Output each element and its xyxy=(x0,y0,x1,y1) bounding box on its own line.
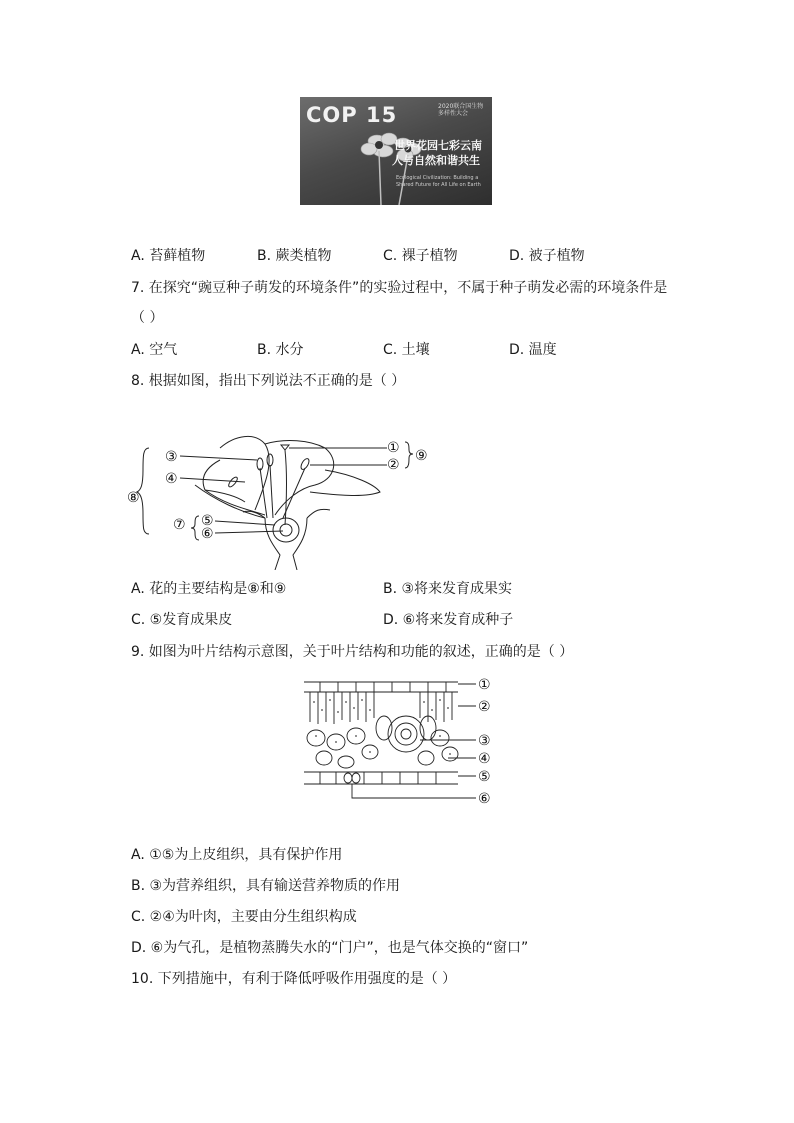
q9-option-c: C. ②④为叶肉，主要由分生组织构成 xyxy=(131,909,357,925)
leaf-label-4: ④ xyxy=(478,751,491,767)
q7-stem: 7. 在探究“豌豆种子萌发的环境条件”的实验过程中，不属于种子萌发必需的环境条件是 xyxy=(131,280,668,296)
q8-option-b: B. ③将来发育成果实 xyxy=(383,581,513,597)
leaf-label-2: ② xyxy=(478,699,491,715)
flower-label-6: ⑥ xyxy=(201,526,214,542)
q7-option-b: B. 水分 xyxy=(257,342,304,358)
flower-label-5: ⑤ xyxy=(201,513,214,529)
cop15-title: COP 15 xyxy=(306,103,398,127)
q10-stem: 10. 下列措施中，有利于降低呼吸作用强度的是（ ） xyxy=(131,971,457,987)
leaf-label-6: ⑥ xyxy=(478,791,491,807)
cop15-tagline-2: 人与自然和谐共生 xyxy=(392,154,480,167)
q7-option-d: D. 温度 xyxy=(509,342,557,358)
q8-option-d: D. ⑥将来发育成种子 xyxy=(383,612,514,628)
leaf-label-1: ① xyxy=(478,677,491,693)
q8-stem: 8. 根据如图，指出下列说法不正确的是（ ） xyxy=(131,373,406,389)
q9-option-b: B. ③为营养组织，具有输送营养物质的作用 xyxy=(131,878,401,894)
leaf-cross-section-diagram xyxy=(300,672,500,808)
leaf-label-5: ⑤ xyxy=(478,769,491,785)
cop15-small-text: Ecological Civilization: Building a Shared Future for All Life on Earth xyxy=(396,175,481,188)
q7-option-c: C. 土壤 xyxy=(383,342,430,358)
q9-stem: 9. 如图为叶片结构示意图，关于叶片结构和功能的叙述，正确的是（ ） xyxy=(131,644,574,660)
flower-label-9: ⑨ xyxy=(415,448,428,464)
q6-option-c: C. 裸子植物 xyxy=(383,248,458,264)
q6-option-b: B. 蕨类植物 xyxy=(257,248,332,264)
q8-option-a: A. 花的主要结构是⑧和⑨ xyxy=(131,581,287,597)
leaf-label-3: ③ xyxy=(478,733,491,749)
cop15-tagline-1: 世界花园七彩云南 xyxy=(394,139,482,152)
q8-option-c: C. ⑤发育成果皮 xyxy=(131,612,233,628)
cop15-logo-text: 2020联合国生物多样性大会 xyxy=(438,103,484,117)
cop15-poster-image xyxy=(300,97,492,205)
flower-label-3: ③ xyxy=(165,449,178,465)
flower-label-1: ① xyxy=(387,440,400,456)
q7-answer-paren: （ ） xyxy=(131,310,164,326)
q7-option-a: A. 空气 xyxy=(131,342,178,358)
q9-option-d: D. ⑥为气孔，是植物蒸腾失水的“门户”，也是气体交换的“窗口” xyxy=(131,940,529,956)
flower-label-8: ⑧ xyxy=(127,490,140,506)
q9-option-a: A. ①⑤为上皮组织，具有保护作用 xyxy=(131,847,343,863)
flower-label-7: ⑦ xyxy=(173,517,186,533)
flower-label-4: ④ xyxy=(165,471,178,487)
flower-structure-diagram xyxy=(125,430,445,570)
flower-label-2: ② xyxy=(387,457,400,473)
q6-option-d: D. 被子植物 xyxy=(509,248,585,264)
q6-option-a: A. 苔藓植物 xyxy=(131,248,206,264)
